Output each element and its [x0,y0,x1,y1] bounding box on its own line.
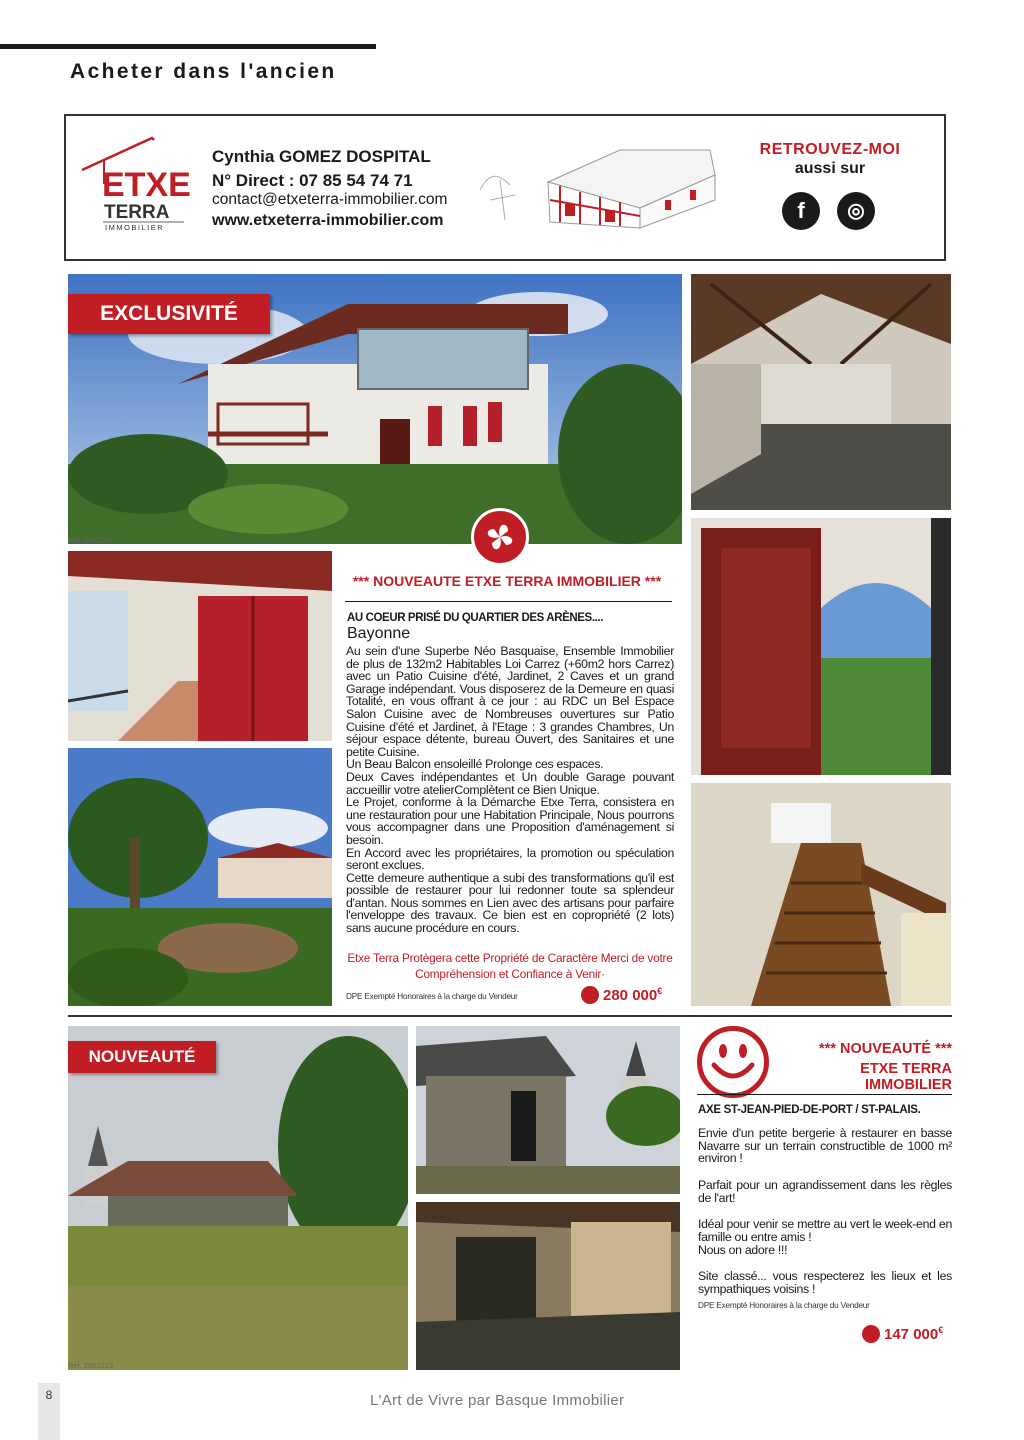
listing2-paragraph: Idéal pour venir se mettre au vert le week-end en famille ou entre amis ! [698,1217,952,1244]
listing1-subtitle: AU COEUR PRISÉ DU QUARTIER DES ARÈNES.... [347,612,604,624]
logo-terra: TERRA [104,202,170,223]
listing2-heading-line1: *** NOUVEAUTÉ *** [819,1041,952,1057]
agent-email[interactable]: contact@etxeterra-immobilier.com [212,191,448,208]
listing1-ref: Réf. 2022218 [68,536,114,545]
page-number: 8 [45,1388,53,1402]
stairs-photo [691,783,951,1006]
listing-divider [68,1015,952,1017]
nouveaute-badge: NOUVEAUTÉ [68,1041,216,1073]
listing1-paragraph: Au sein d'une Superbe Néo Basquaise, Ensemble Immobilier de plus de 132m2 Habitables Loi Carrez (+60m2 hors Carrez) avec un Patio Cuisine d'été, Jardinet, 2 Caves et un grand Garage indépendant. Vous disposerez de la Demeure en quasi Totalité, en vous offrant à ce jour : au RDC un Bel Espace Salon Cuisine avec de Nombreuses ouvertures sur Patio Cuisine d'été et Jardinet, à l'Etage : 3 grandes Chambres, Un séjour espace détente, bureau Ouvert, des Sanitaires et une petite Cuisine. [346,644,674,759]
cellar-room-photo [691,274,951,510]
social-cta-line2: aussi sur [794,160,866,177]
exclusivite-badge: EXCLUSIVITÉ [68,294,270,334]
agent-name: Cynthia GOMEZ DOSPITAL [212,147,431,166]
listing1-paragraph: Cette demeure authentique a subi des transformations qu'il est possible de restaurer pour lui redonner toute sa splendeur d'antan. Nous sommes en Lien avec des artisans pour parfaire l'enveloppe des travaux. Ce bien est en copropriété (2 lots) sans aucune procédure en cours. [346,870,674,936]
listing2-paragraph: Parfait pour un agrandissement dans les règles de l'art! [698,1178,952,1205]
listing1-heading: *** NOUVEAUTE ETXE TERRA IMMOBILIER *** [352,573,662,589]
bergerie-photo [68,1026,408,1370]
logo-etxe: ETXE [102,166,190,204]
listing1-city: Bayonne [347,625,411,642]
listing1-rule [345,601,672,602]
facebook-icon[interactable]: f [782,192,820,230]
balcony-photo [68,551,332,741]
listing2-paragraph: Site classé... vous respecterez les lieux et les sympathiques voisins ! [698,1269,952,1296]
listing1-price-block [581,986,662,1004]
listing2-subtitle: AXE ST-JEAN-PIED-DE-PORT / ST-PALAIS. [698,1104,921,1116]
listing1-paragraph: En Accord avec les propriétaires, la promotion ou spéculation seront exclues. [346,845,674,873]
price-icon [581,986,599,1004]
listing2-price-block [862,1325,943,1343]
listing2-dpe: DPE Exempté Honoraires à la charge du Vendeur [698,1301,870,1310]
listing1-price: 280 000€ [603,986,663,1004]
garden-photo [68,748,332,1006]
header-rule [0,44,376,49]
listing2-price: 147 000€ [884,1325,944,1343]
listing1-closing: Etxe Terra Protègera cette Propriété de Caractère Merci de votre Compréhension et Confiance à Venir· [347,951,673,981]
etxe-terra-logo [80,134,190,234]
smiley-icon [697,1026,769,1098]
social-cta-line1: RETROUVEZ-MOI [759,141,901,158]
logo-immobilier: IMMOBILIER [105,223,165,232]
basque-cross-icon [471,508,529,566]
stone-building-photo [416,1026,680,1194]
listing1-dpe: DPE Exempté Honoraires à la charge du Vendeur [346,992,518,1001]
listing1-paragraph: Le Projet, conforme à la Démarche Etxe Terra, consistera en une restauration pour une Habitation Principale, Nous pourrons vous accompagner dans une Proposition d'aménagement si besoin. [346,795,674,847]
section-title: Acheter dans l'ancien [70,60,337,83]
listing1-description [346,645,674,935]
listing2-paragraph: Envie d'un petite bergerie à restaurer en basse Navarre sur un terrain constructible de 1000 m² environ ! [698,1126,952,1166]
listing1-paragraph: Un Beau Balcon ensoleillé Prolonge ces espaces. [346,757,604,772]
footer-tagline: L'Art de Vivre par Basque Immobilier [370,1392,625,1409]
listing2-ref: Réf. 2022219 [68,1361,114,1370]
instagram-icon[interactable]: ◎ [837,192,875,230]
red-door-photo [691,518,951,775]
listing2-rule [697,1094,952,1095]
agent-phone[interactable]: N° Direct : 07 85 54 74 71 [212,171,413,190]
listing1-paragraph: Deux Caves indépendantes et Un double Garage pouvant accueillir votre atelierComplètent ce Bien Unique. [346,769,674,797]
basque-house-sketch [470,130,720,240]
interior-ruin-photo [416,1202,680,1370]
agent-website[interactable]: www.etxeterra-immobilier.com [212,212,444,229]
price-icon [862,1325,880,1343]
listing2-heading-line2: ETXE TERRA IMMOBILIER [860,1061,952,1093]
listing2-paragraph: Nous on adore !!! [698,1243,788,1257]
